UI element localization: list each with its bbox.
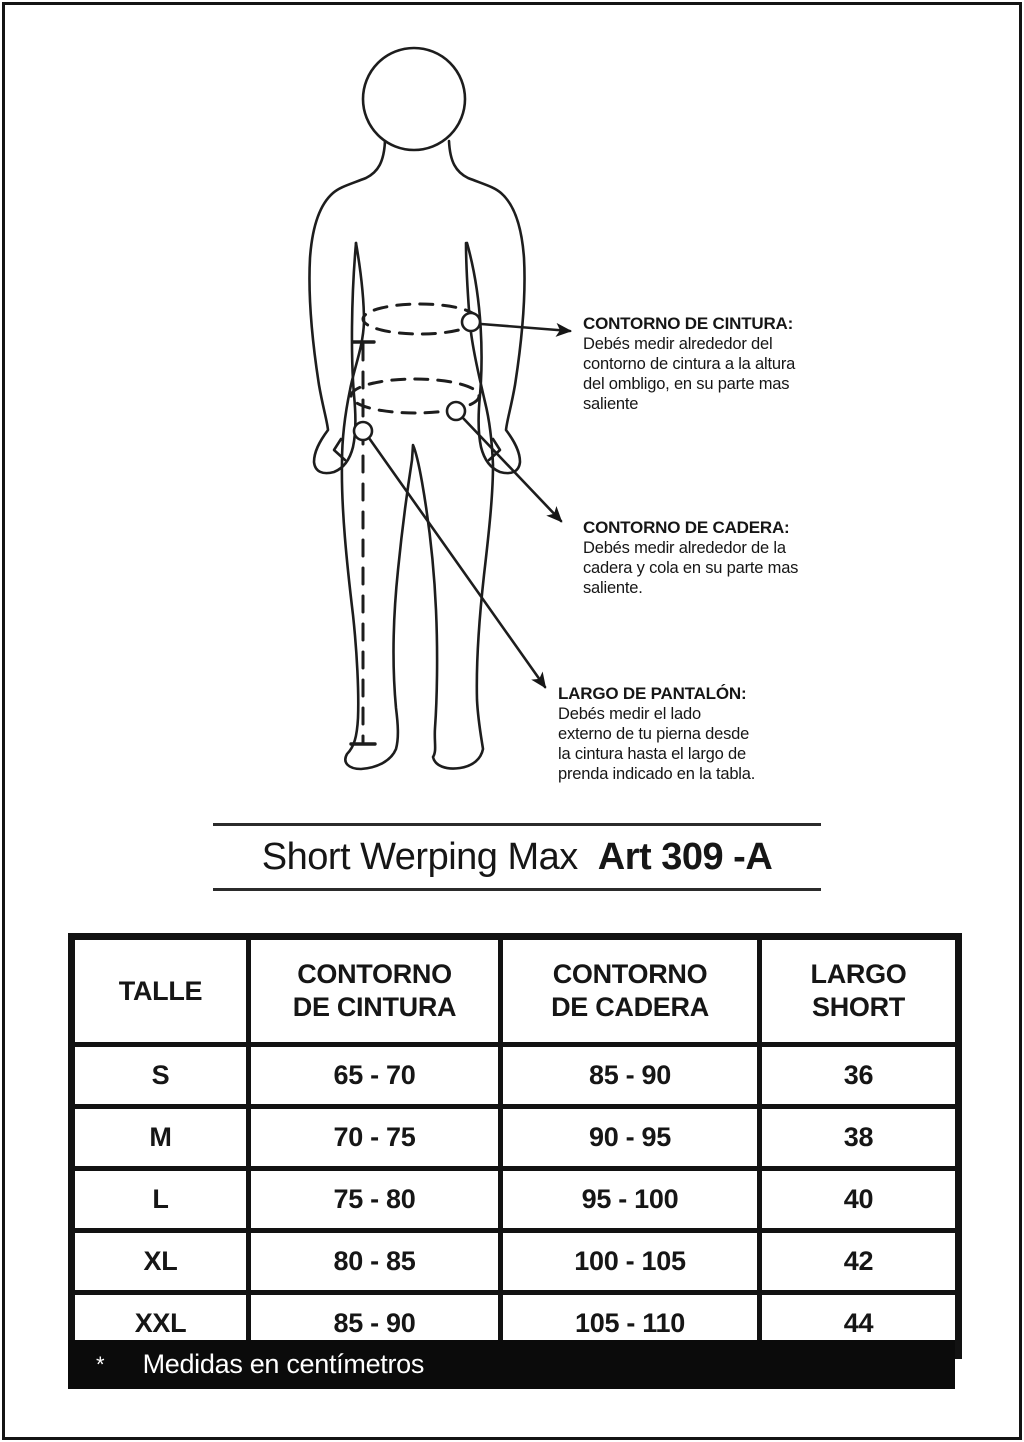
cell-size: M — [72, 1107, 249, 1169]
cell-hip: 100 - 105 — [501, 1231, 760, 1293]
left-arm-outline — [309, 141, 385, 473]
waist-point-marker — [462, 313, 480, 331]
size-table-header-row — [72, 937, 959, 1045]
header-cadera-line1: CONTORNO — [552, 959, 708, 989]
callout-hip-title: CONTORNO DE CADERA: — [583, 518, 790, 537]
header-cintura-line2: DE CINTURA — [292, 992, 457, 1022]
callout-hip-line: cadera y cola en su parte mas — [583, 559, 799, 577]
cell-length: 40 — [760, 1169, 959, 1231]
callout-length — [558, 684, 818, 784]
cell-hip: 105 - 110 — [501, 1293, 760, 1356]
header-cadera-line2: DE CADERA — [551, 992, 709, 1022]
header-contorno-cadera — [501, 937, 760, 1045]
cell-hip: 90 - 95 — [501, 1107, 760, 1169]
cell-waist: 65 - 70 — [249, 1045, 501, 1107]
callout-length-line: externo de tu pierna desde — [558, 725, 750, 743]
waist-dashed-ellipse — [363, 304, 477, 334]
header-cintura-line1: CONTORNO — [297, 959, 452, 989]
table-row-s — [72, 1045, 959, 1107]
cell-size: L — [72, 1169, 249, 1231]
units-note-bar — [68, 1340, 955, 1389]
product-name: Short Werping Max — [261, 835, 578, 878]
hip-arrow — [463, 418, 561, 521]
units-note-text: Medidas en centímetros — [142, 1349, 425, 1379]
cell-length: 38 — [760, 1107, 959, 1169]
cell-size: S — [72, 1045, 249, 1107]
callout-waist-line: Debés medir alrededor del — [583, 335, 773, 353]
asterisk-marker: * — [96, 1351, 105, 1377]
header-largo-line1: LARGO — [810, 959, 907, 989]
product-title — [213, 826, 821, 888]
callout-waist-line: contorno de cintura a la altura — [583, 355, 796, 373]
table-row-l — [72, 1169, 959, 1231]
callout-waist-line: del ombligo, en su parte mas — [583, 375, 790, 393]
callout-waist — [583, 314, 833, 414]
cell-length: 42 — [760, 1231, 959, 1293]
header-talle-line1: TALLE — [118, 975, 203, 1006]
callout-waist-title: CONTORNO DE CINTURA: — [583, 314, 794, 333]
title-bottom-rule — [213, 888, 821, 891]
cell-length: 36 — [760, 1045, 959, 1107]
header-largo-line2: SHORT — [811, 992, 905, 1022]
header-talle — [72, 937, 249, 1045]
cell-length: 44 — [760, 1293, 959, 1356]
cell-size: XL — [72, 1231, 249, 1293]
cell-waist: 70 - 75 — [249, 1107, 501, 1169]
cell-hip: 95 - 100 — [501, 1169, 760, 1231]
cell-waist: 75 - 80 — [249, 1169, 501, 1231]
header-largo-short — [760, 937, 959, 1045]
callout-hip-line: saliente. — [583, 579, 643, 597]
cell-hip: 85 - 90 — [501, 1045, 760, 1107]
table-row-xl — [72, 1231, 959, 1293]
callout-length-line: prenda indicado en la tabla. — [558, 765, 756, 783]
callout-length-title: LARGO DE PANTALÓN: — [558, 684, 747, 703]
callout-hip — [583, 518, 833, 598]
waist-arrow — [481, 324, 570, 331]
size-table — [68, 933, 962, 1359]
head-outline — [363, 48, 465, 150]
callout-hip-line: Debés medir alrededor de la — [583, 539, 786, 557]
callout-waist-line: saliente — [583, 395, 639, 413]
cell-size: XXL — [72, 1293, 249, 1356]
header-contorno-cintura — [249, 937, 501, 1045]
product-title-band — [213, 823, 821, 891]
table-row-m — [72, 1107, 959, 1169]
cell-waist: 80 - 85 — [249, 1231, 501, 1293]
cell-waist: 85 - 90 — [249, 1293, 501, 1356]
callout-length-line: Debés medir el lado — [558, 705, 701, 723]
right-arm-outline — [449, 141, 525, 473]
callout-length-line: la cintura hasta el largo de — [558, 745, 746, 763]
product-article-number: Art 309 -A — [597, 835, 773, 878]
